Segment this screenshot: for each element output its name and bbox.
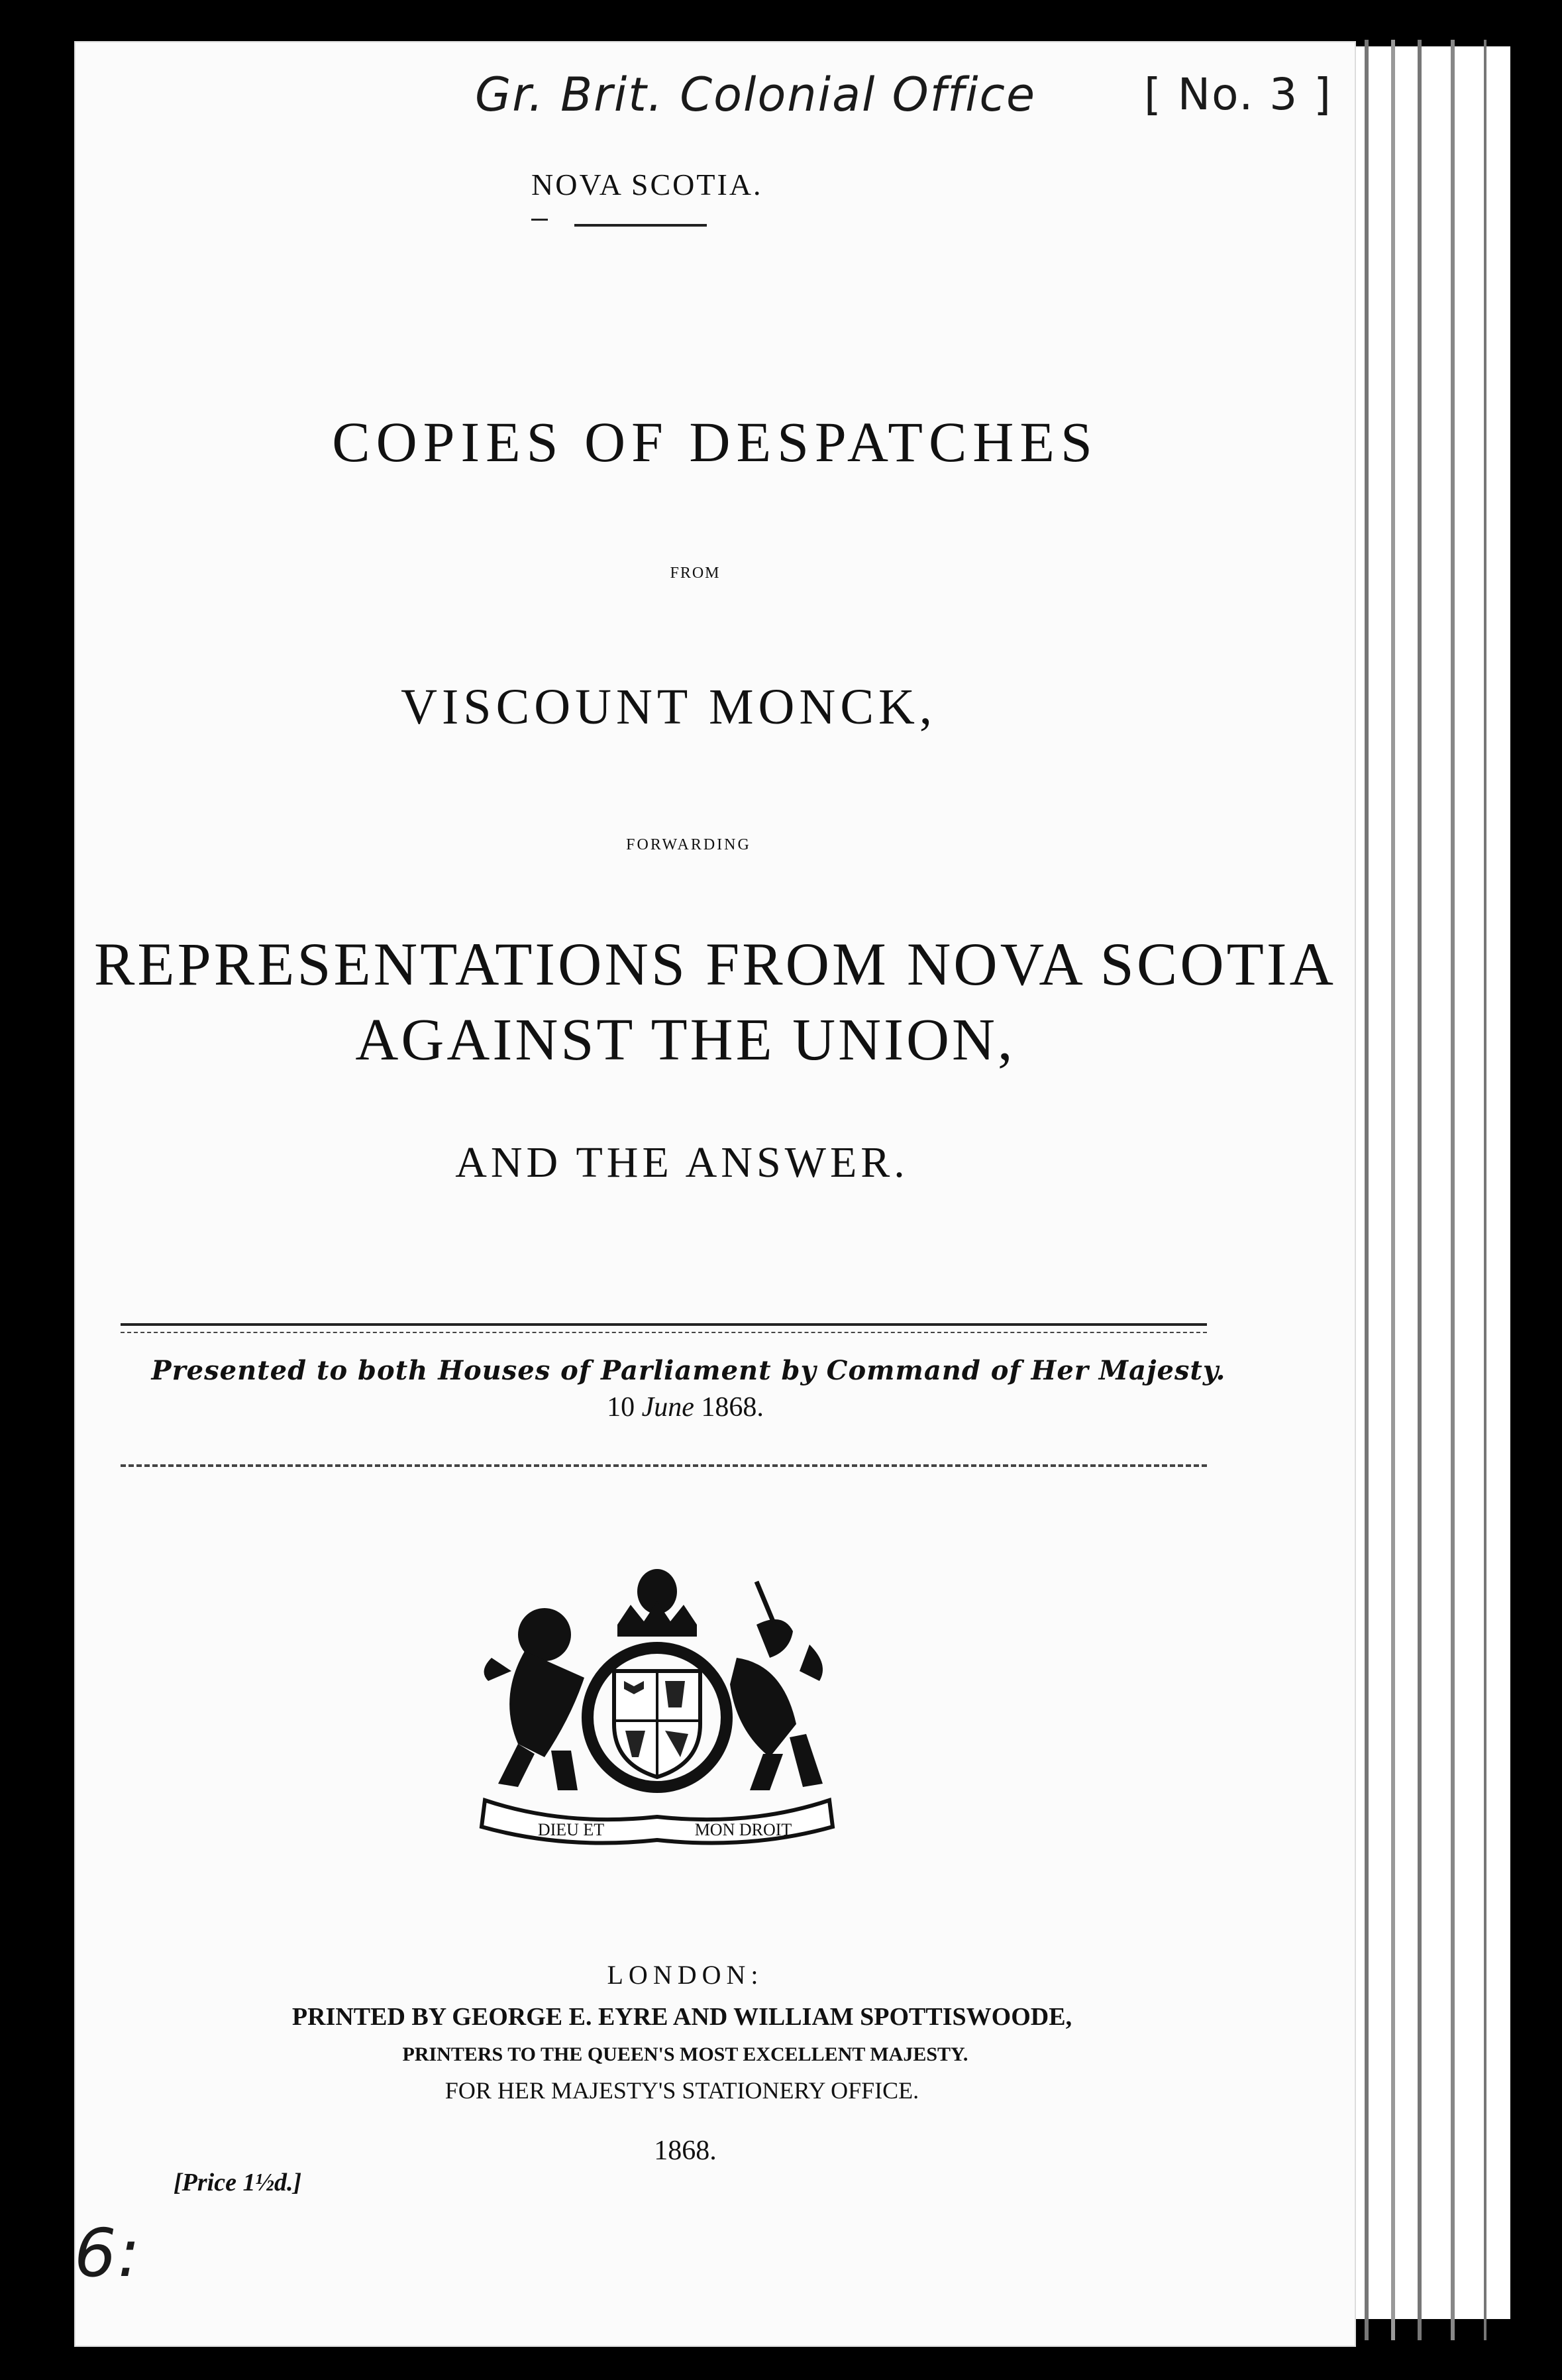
imprint-year: 1868. — [654, 2136, 717, 2166]
upper-rule-faint — [121, 1332, 1207, 1333]
handwritten-margin-mark: 6: — [74, 2214, 142, 2292]
imprint-printer: PRINTED BY GEORGE E. EYRE AND WILLIAM SPOTTISWOODE, — [291, 2003, 1072, 2031]
price-label: [Price 1½d.] — [174, 2169, 302, 2196]
page-edge — [1365, 40, 1369, 2340]
title-line: COPIES OF DESPATCHES — [332, 410, 1098, 474]
imprint-city: LONDON: — [607, 1960, 764, 1990]
subject-line-1: REPRESENTATIONS FROM NOVA SCOTIA — [94, 930, 1336, 998]
page-edge — [1418, 40, 1422, 2340]
upper-rule — [121, 1323, 1207, 1326]
subject-line-2: AGAINST THE UNION, — [355, 1007, 1015, 1073]
royal-coat-of-arms-icon — [472, 1565, 843, 1850]
imprint-office: FOR HER MAJESTY'S STATIONERY OFFICE. — [444, 2077, 919, 2104]
from-label: FROM — [670, 565, 721, 582]
page-edge — [1391, 40, 1395, 2340]
page-edge — [1451, 40, 1455, 2340]
date-month: June — [641, 1392, 694, 1423]
series-underline — [574, 224, 707, 227]
motto-left: DIEU ET — [537, 1820, 605, 1839]
lower-rule — [121, 1464, 1207, 1467]
presentation-date — [44, 1391, 1326, 1423]
date-year: 1868. — [694, 1392, 764, 1423]
series-underline — [531, 219, 548, 221]
series-heading: NOVA SCOTIA. — [531, 168, 763, 201]
subject-line-3: AND THE ANSWER. — [455, 1138, 909, 1187]
page-edge — [1484, 40, 1486, 2340]
motto-right: MON DROIT — [694, 1820, 792, 1839]
handwritten-catalog-note: Gr. Brit. Colonial Office — [475, 68, 1037, 122]
title-page — [74, 41, 1356, 2347]
imprint-printer-title: PRINTERS TO THE QUEEN'S MOST EXCELLENT MAJESTY. — [402, 2043, 968, 2065]
date-day: 10 — [607, 1392, 642, 1423]
presentation-statement: Presented to both Houses of Parliament by Command of Her Majesty. — [151, 1355, 1226, 1386]
handwritten-number-note: [ No. 3 ] — [1144, 69, 1332, 120]
forwarding-label: FORWARDING — [626, 836, 751, 853]
author-name: VISCOUNT MONCK, — [401, 679, 937, 735]
